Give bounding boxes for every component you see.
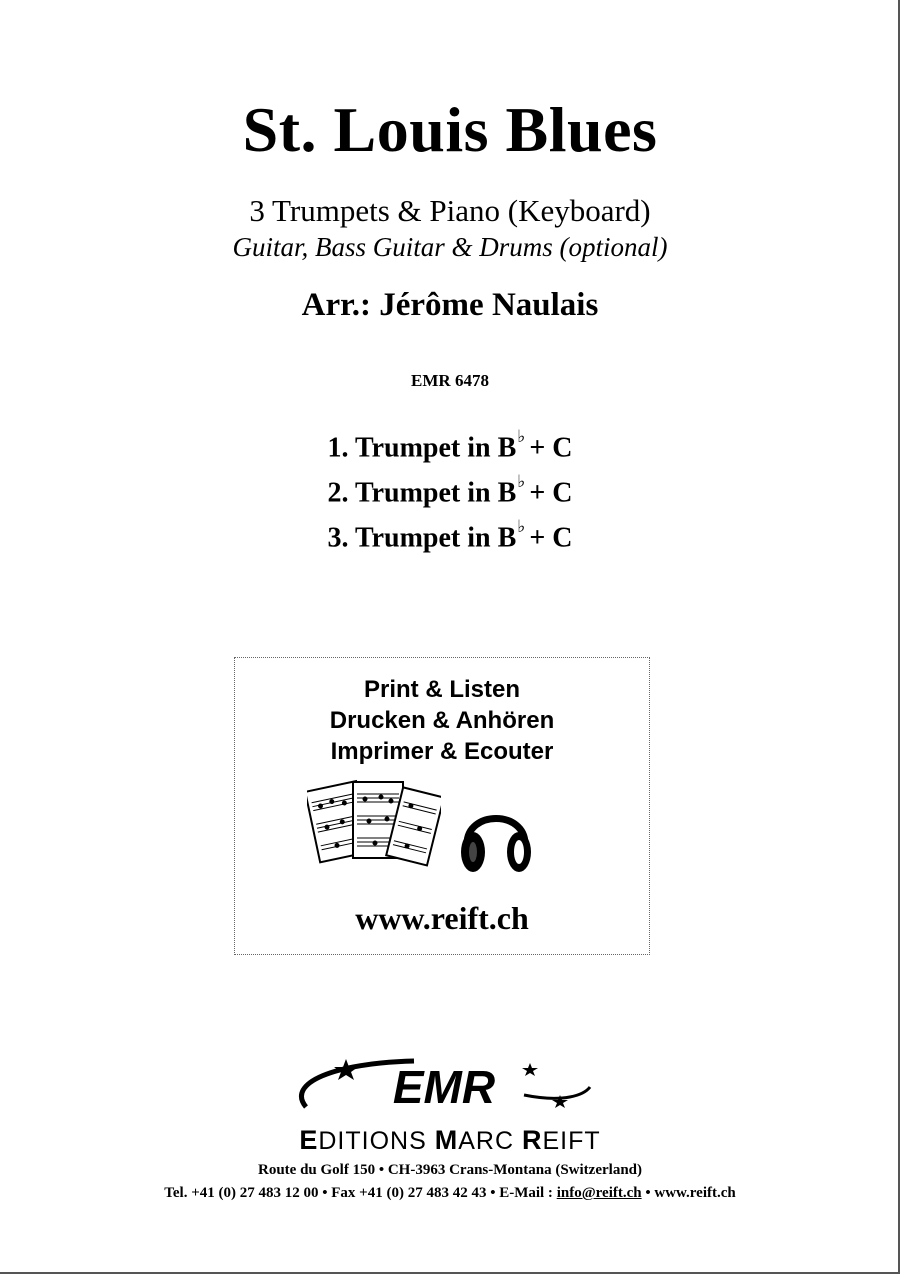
optional-instruments: Guitar, Bass Guitar & Drums (optional) bbox=[232, 232, 668, 262]
publisher-contact: Tel. +41 (0) 27 483 12 00 • Fax +41 (0) 27 483 42 43 • E-Mail : info@reift.ch • www.reift.ch bbox=[164, 1185, 736, 1201]
part-line: 2. Trumpet in B♭ + C bbox=[327, 472, 573, 509]
catalog-number: EMR 6478 bbox=[411, 371, 489, 390]
promo-url-link[interactable]: www.reift.ch bbox=[355, 900, 529, 936]
promo-line-fr: Imprimer & Ecouter bbox=[330, 738, 554, 765]
headphones-icon bbox=[459, 798, 533, 878]
website-link[interactable]: • www.reift.ch bbox=[645, 1185, 736, 1201]
page-title: St. Louis Blues bbox=[242, 94, 658, 165]
promo-line-de: Drucken & Anhören bbox=[329, 707, 555, 734]
emr-logo bbox=[294, 1055, 594, 1115]
email-link[interactable]: info@reift.ch bbox=[556, 1185, 642, 1201]
part-line: 3. Trumpet in B♭ + C bbox=[327, 517, 573, 554]
publisher-name: EDITIONS MARC REIFT bbox=[299, 1125, 601, 1155]
sheet-music-icon bbox=[307, 776, 441, 876]
publisher-address: Route du Golf 150 • CH-3963 Crans-Montana (Switzerland) bbox=[258, 1162, 642, 1178]
promo-line-en: Print & Listen bbox=[363, 676, 520, 703]
arranger: Arr.: Jérôme Naulais bbox=[301, 287, 599, 323]
part-line: 1. Trumpet in B♭ + C bbox=[327, 427, 573, 464]
instrumentation: 3 Trumpets & Piano (Keyboard) bbox=[249, 193, 651, 228]
print-listen-box[interactable] bbox=[234, 657, 650, 955]
svg-text:EMR: EMR bbox=[392, 1061, 496, 1113]
